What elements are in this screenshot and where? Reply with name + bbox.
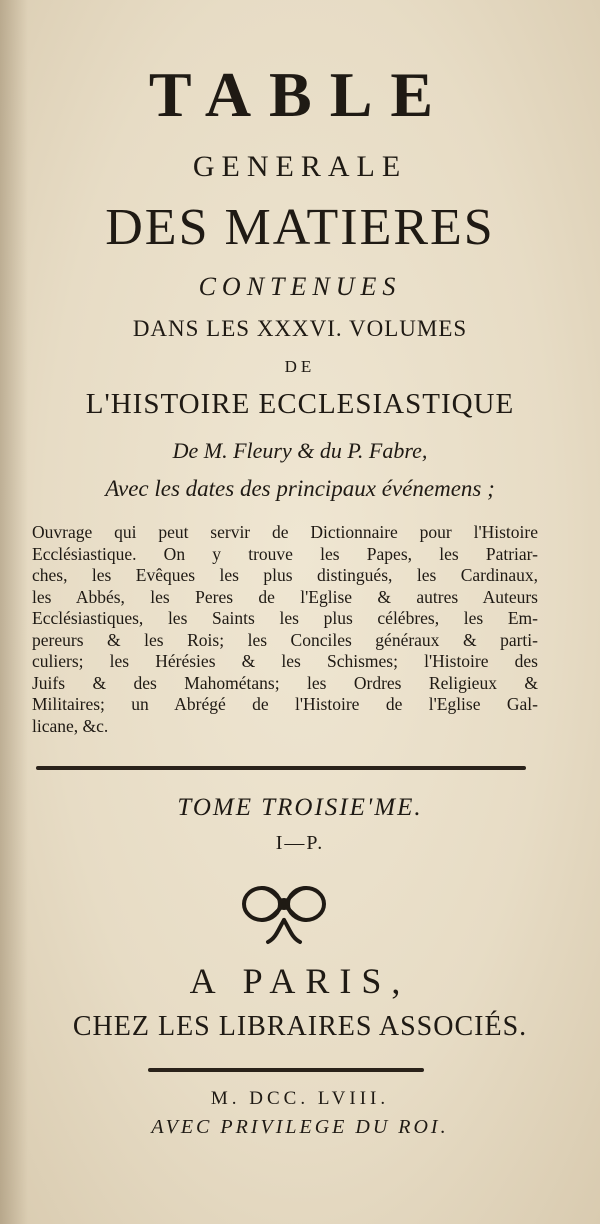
- title-des-matieres: DES MATIERES: [105, 199, 495, 256]
- description-line: Militaires; un Abrégé de l'Histoire de l'Eglise Gal-: [32, 694, 538, 714]
- description-line: Ecclésiastiques, les Saints les plus célébres, les Em-: [32, 608, 538, 628]
- description-line: ches, les Evêques les plus distingués, les Cardinaux,: [32, 565, 538, 585]
- divider-rule-short: [148, 1068, 424, 1072]
- divider-rule: [36, 766, 526, 770]
- printer-ornament-icon: [238, 876, 330, 948]
- subtitle-dates: Avec les dates des principaux événemens ;: [105, 476, 495, 501]
- imprint-city: A PARIS,: [189, 961, 411, 1001]
- title-table: TABLE: [148, 59, 452, 130]
- imprint-publisher: CHEZ LES LIBRAIRES ASSOCIÉS.: [72, 1011, 528, 1042]
- title-generale: GENERALE: [192, 150, 408, 183]
- description-line: culiers; les Hérésies & les Schismes; l'Histoire des: [32, 651, 538, 671]
- title-contenues: CONTENUES: [198, 272, 402, 301]
- description-line: pereurs & les Rois; les Conciles généraux & parti-: [32, 629, 538, 650]
- description-line: les Abbés, les Peres de l'Eglise & autres Auteurs: [32, 586, 538, 607]
- title-volumes: DANS LES XXXVI. VOLUMES: [132, 316, 468, 341]
- authors-line: De M. Fleury & du P. Fabre,: [172, 438, 428, 463]
- tome-label: TOME TROISIE'ME.: [177, 794, 423, 821]
- title-de: DE: [284, 357, 316, 376]
- description-line: Ouvrage qui peut servir de Dictionnaire pour l'Histoire: [32, 522, 538, 542]
- imprint-year: M. DCC. LVIII.: [210, 1088, 390, 1109]
- title-histoire: L'HISTOIRE ECCLESIASTIQUE: [85, 388, 515, 420]
- description-line: Ecclésiastique. On y trouve les Papes, les Patriar-: [32, 543, 538, 564]
- tome-range: I—P.: [275, 832, 325, 854]
- description-line: licane, &c.: [32, 715, 109, 736]
- description-paragraph: [32, 522, 538, 737]
- description-line: Juifs & des Mahométans; les Ordres Religieux &: [32, 672, 538, 693]
- imprint-privilege: AVEC PRIVILEGE DU ROI.: [151, 1116, 449, 1138]
